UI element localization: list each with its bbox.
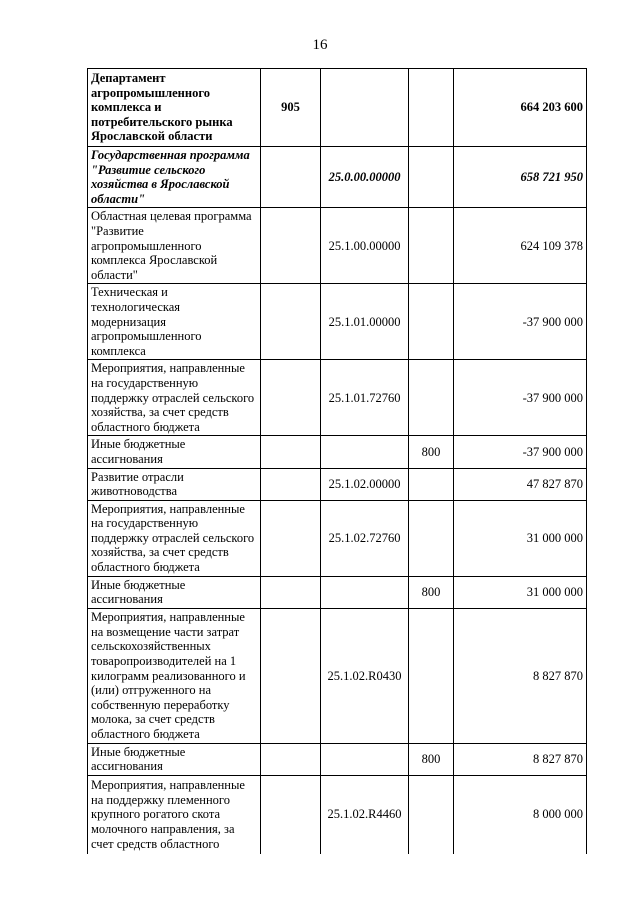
- row-expense-type-cell: [409, 147, 454, 208]
- row-expense-type-cell: [409, 69, 454, 147]
- row-amount-cell: -37 900 000: [454, 360, 587, 436]
- row-amount-cell: 31 000 000: [454, 500, 587, 576]
- row-expense-type-cell: 800: [409, 743, 454, 775]
- row-name-cell: Иные бюджетные ассигнования: [88, 743, 261, 775]
- table-row: [88, 69, 587, 147]
- row-ministry-code-cell: [261, 147, 321, 208]
- row-target-code-cell: 25.1.01.00000: [321, 284, 409, 360]
- row-name-cell: Мероприятия, направленные на поддержку племенного крупного рогатого скота молочного направления, за счет средств областного: [88, 776, 261, 854]
- row-name-cell: Мероприятия, направленные на возмещение части затрат сельскохозяйственных товаропроизводителей на 1 килограмм реализованного и (или) отгруженного на собственную переработку молока, за счет средств областного бюджета: [88, 608, 261, 743]
- table-row: [88, 608, 587, 743]
- row-ministry-code-cell: 905: [261, 69, 321, 147]
- row-amount-cell: 658 721 950: [454, 147, 587, 208]
- row-ministry-code-cell: [261, 776, 321, 854]
- row-target-code-cell: [321, 69, 409, 147]
- row-amount-cell: -37 900 000: [454, 284, 587, 360]
- row-ministry-code-cell: [261, 436, 321, 468]
- row-ministry-code-cell: [261, 608, 321, 743]
- table-row: [88, 436, 587, 468]
- row-target-code-cell: 25.0.00.00000: [321, 147, 409, 208]
- budget-table-body: [88, 69, 587, 854]
- row-target-code-cell: 25.1.02.72760: [321, 500, 409, 576]
- row-name-cell: Иные бюджетные ассигнования: [88, 436, 261, 468]
- table-row: [88, 576, 587, 608]
- row-target-code-cell: [321, 436, 409, 468]
- row-name-cell: Мероприятия, направленные на государственную поддержку отраслей сельского хозяйства, за счет средств областного бюджета: [88, 360, 261, 436]
- page-number: 16: [312, 37, 328, 53]
- row-name-cell: Развитие отрасли животноводства: [88, 468, 261, 500]
- row-ministry-code-cell: [261, 284, 321, 360]
- row-target-code-cell: 25.1.01.72760: [321, 360, 409, 436]
- row-amount-cell: 8 000 000: [454, 776, 587, 854]
- table-row: [88, 147, 587, 208]
- row-ministry-code-cell: [261, 500, 321, 576]
- row-amount-cell: 8 827 870: [454, 743, 587, 775]
- row-target-code-cell: 25.1.02.R0430: [321, 608, 409, 743]
- table-row: [88, 284, 587, 360]
- row-expense-type-cell: [409, 776, 454, 854]
- row-amount-cell: -37 900 000: [454, 436, 587, 468]
- row-target-code-cell: 25.1.02.R4460: [321, 776, 409, 854]
- row-ministry-code-cell: [261, 360, 321, 436]
- row-expense-type-cell: 800: [409, 436, 454, 468]
- row-amount-cell: 47 827 870: [454, 468, 587, 500]
- table-row: [88, 500, 587, 576]
- row-name-cell: Техническая и технологическая модернизация агропромышленного комплекса: [88, 284, 261, 360]
- row-expense-type-cell: [409, 208, 454, 284]
- table-row: [88, 360, 587, 436]
- row-expense-type-cell: [409, 284, 454, 360]
- table-row: [88, 208, 587, 284]
- row-expense-type-cell: [409, 468, 454, 500]
- row-amount-cell: 31 000 000: [454, 576, 587, 608]
- row-target-code-cell: [321, 576, 409, 608]
- table-row: [88, 776, 587, 854]
- row-ministry-code-cell: [261, 208, 321, 284]
- row-name-cell: Иные бюджетные ассигнования: [88, 576, 261, 608]
- row-ministry-code-cell: [261, 468, 321, 500]
- table-row: [88, 468, 587, 500]
- budget-table: [87, 68, 587, 854]
- row-amount-cell: 664 203 600: [454, 69, 587, 147]
- row-target-code-cell: 25.1.02.00000: [321, 468, 409, 500]
- row-name-cell: Департамент агропромышленного комплекса и потребительского рынка Ярославской области: [88, 69, 261, 147]
- row-name-cell: Областная целевая программа "Развитие агропромышленного комплекса Ярославской области": [88, 208, 261, 284]
- row-expense-type-cell: 800: [409, 576, 454, 608]
- row-name-cell: Государственная программа "Развитие сельского хозяйства в Ярославской области": [88, 147, 261, 208]
- row-expense-type-cell: [409, 360, 454, 436]
- row-amount-cell: 8 827 870: [454, 608, 587, 743]
- row-name-cell: Мероприятия, направленные на государственную поддержку отраслей сельского хозяйства, за счет средств областного бюджета: [88, 500, 261, 576]
- row-target-code-cell: [321, 743, 409, 775]
- row-ministry-code-cell: [261, 576, 321, 608]
- row-expense-type-cell: [409, 500, 454, 576]
- row-target-code-cell: 25.1.00.00000: [321, 208, 409, 284]
- row-amount-cell: 624 109 378: [454, 208, 587, 284]
- table-row: [88, 743, 587, 775]
- row-ministry-code-cell: [261, 743, 321, 775]
- row-expense-type-cell: [409, 608, 454, 743]
